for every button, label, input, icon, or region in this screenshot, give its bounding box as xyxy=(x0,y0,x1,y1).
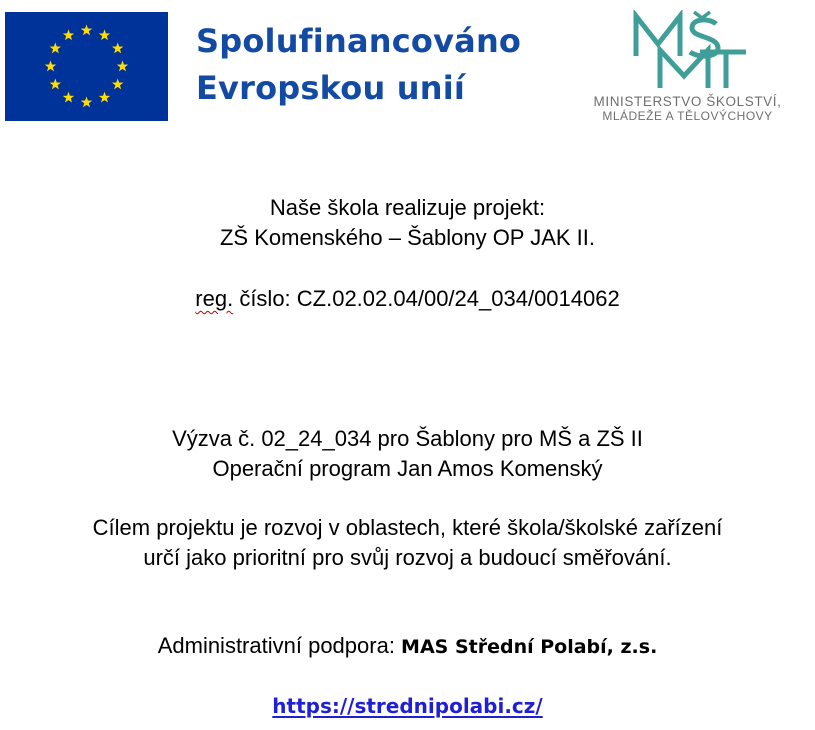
msmt-logo xyxy=(630,10,750,90)
star-icon xyxy=(81,25,92,36)
project-goal xyxy=(0,513,815,573)
msmt-caption xyxy=(560,94,815,124)
project-intro-line1: Naše škola realizuje projekt: xyxy=(269,195,546,220)
call-line2: Operační program Jan Amos Komenský xyxy=(212,456,603,481)
star-icon xyxy=(81,97,92,108)
goal-line2: určí jako prioritní pro svůj rozvoj a budoucí směřování. xyxy=(143,545,672,570)
star-icon xyxy=(63,29,74,40)
star-icon xyxy=(50,43,61,54)
star-icon xyxy=(63,92,74,103)
admin-label: Administrativní podpora: xyxy=(157,633,402,658)
registration-number xyxy=(0,284,815,314)
eu-flag-icon xyxy=(5,12,168,121)
star-icon xyxy=(99,92,110,103)
star-icon xyxy=(112,79,123,90)
eu-text-line2: Evropskou unií xyxy=(196,69,466,107)
msmt-caption-line1: MINISTERSTVO ŠKOLSTVÍ, xyxy=(593,94,782,109)
admin-support xyxy=(0,631,815,662)
project-title: ZŠ Komenského – Šablony OP JAK II. xyxy=(219,225,595,250)
call-info xyxy=(0,424,815,484)
star-icon xyxy=(50,79,61,90)
reg-label: reg. xyxy=(195,286,234,311)
admin-org: MAS Střední Polabí, z.s. xyxy=(401,636,658,658)
msmt-logo-mark-icon xyxy=(630,10,750,90)
reg-number: číslo: CZ.02.02.04/00/24_034/0014062 xyxy=(233,286,620,311)
eu-stars-svg xyxy=(5,12,168,121)
call-line1: Výzva č. 02_24_034 pro Šablony pro MŠ a ZŠ II xyxy=(172,426,643,451)
website-link[interactable]: https://strednipolabi.cz/ xyxy=(272,694,543,718)
project-intro xyxy=(0,193,815,253)
eu-cofinanced-text xyxy=(196,18,521,112)
goal-line1: Cílem projektu je rozvoj v oblastech, které škola/školské zařízení xyxy=(92,515,723,540)
eu-text-line1: Spolufinancováno xyxy=(196,22,522,60)
star-icon xyxy=(99,29,110,40)
star-icon xyxy=(112,43,123,54)
msmt-caption-line2: MLÁDEŽE A TĚLOVÝCHOVY xyxy=(602,109,773,123)
star-icon xyxy=(45,61,56,72)
star-icon xyxy=(117,61,128,72)
website-link-row xyxy=(0,691,815,721)
